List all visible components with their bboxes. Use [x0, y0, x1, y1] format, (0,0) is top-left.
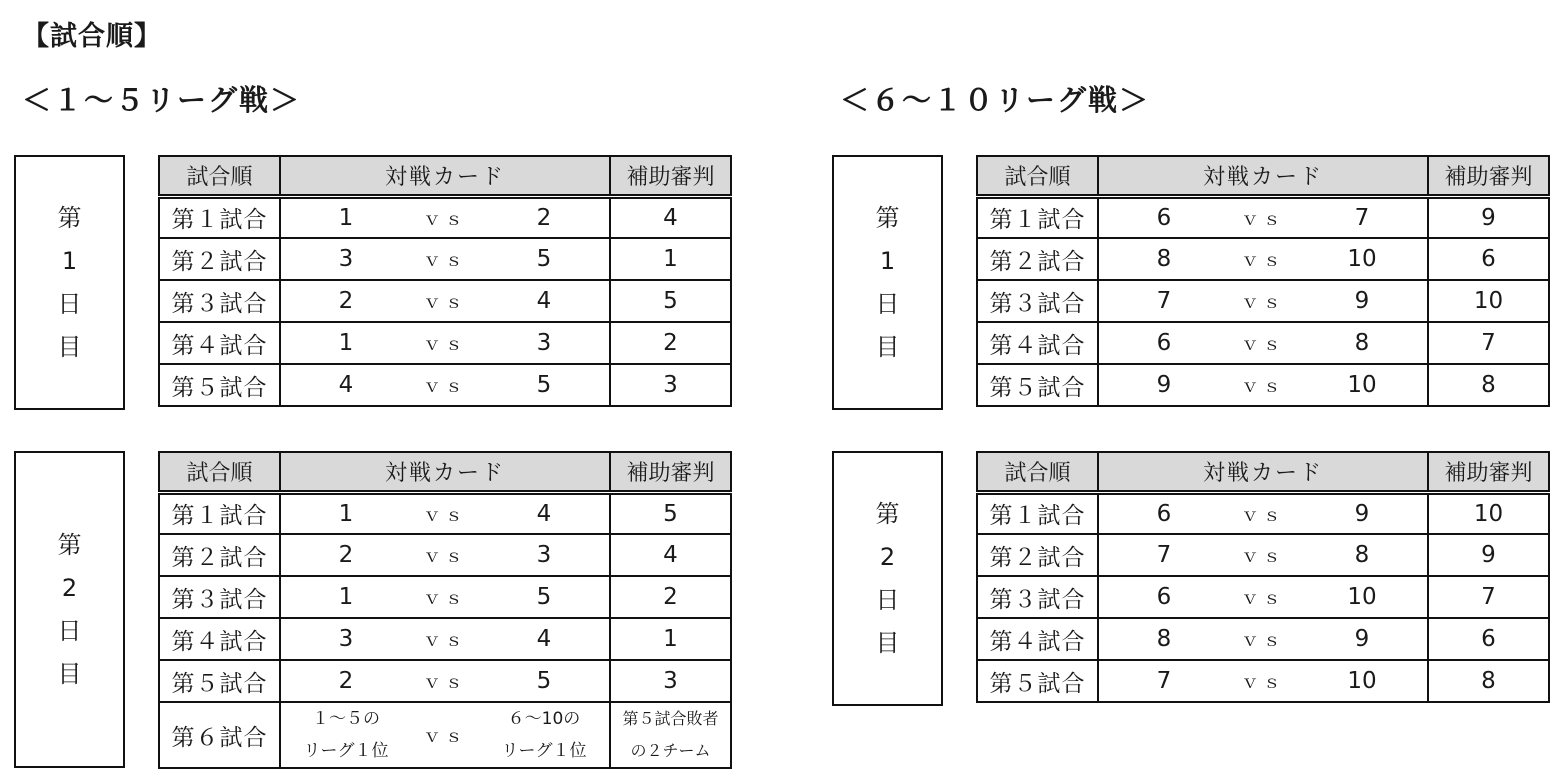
team-left: 1 — [338, 330, 354, 356]
vs-label: ｖｓ — [423, 726, 467, 747]
day-label-char: 目 — [875, 332, 900, 361]
header-card: 対戦カード — [280, 452, 610, 492]
match-card — [280, 702, 610, 768]
vs-label: ｖｓ — [423, 630, 467, 651]
team-right: 10 — [1347, 668, 1377, 694]
referee-cell: 10 — [1428, 492, 1549, 534]
team-right: 5 — [536, 372, 552, 398]
team-right: 10 — [1347, 246, 1377, 272]
table-row — [977, 280, 1549, 322]
vs-label: ｖｓ — [1241, 672, 1285, 693]
table-row — [977, 576, 1549, 618]
header-card: 対戦カード — [1098, 452, 1428, 492]
match-order: 第３試合 — [159, 576, 280, 618]
vs-label: ｖｓ — [423, 250, 467, 271]
match-order: 第５試合 — [159, 364, 280, 406]
team-left: 6 — [1156, 500, 1172, 527]
match-order: 第１試合 — [977, 492, 1098, 534]
team-right: 9 — [1354, 626, 1370, 652]
vs-label: ｖｓ — [423, 334, 467, 355]
table-row — [977, 238, 1549, 280]
team-left: 6 — [1156, 584, 1172, 610]
match-card — [280, 364, 610, 406]
vs-label: ｖｓ — [1241, 250, 1285, 271]
vs-label: ｖｓ — [423, 504, 467, 526]
team-right: 9 — [1354, 500, 1370, 527]
referee-cell: 6 — [1428, 238, 1549, 280]
table-row — [977, 196, 1549, 238]
day-label-box — [14, 155, 125, 410]
match-order: 第５試合 — [977, 364, 1098, 406]
referee-cell: 7 — [1428, 576, 1549, 618]
league-title-1-5: ＜１～５リーグ戦＞ — [22, 83, 302, 117]
day-label-char: 日 — [57, 289, 82, 318]
match-order: 第３試合 — [977, 280, 1098, 322]
team-left: 7 — [1156, 542, 1172, 568]
referee-cell: 6 — [1428, 618, 1549, 660]
day-label-char: 1 — [879, 246, 896, 275]
match-order: 第４試合 — [159, 322, 280, 364]
match-order: 第３試合 — [159, 280, 280, 322]
table-header-row — [977, 156, 1549, 196]
referee-cell: 9 — [1428, 534, 1549, 576]
match-order: 第４試合 — [977, 322, 1098, 364]
referee-line: の２チーム — [630, 741, 711, 760]
match-card — [1098, 534, 1428, 576]
team-right: 7 — [1354, 204, 1370, 231]
team-left: 6 — [1156, 330, 1172, 356]
vs-label: ｖｓ — [1241, 376, 1285, 397]
match-order: 第５試合 — [159, 660, 280, 702]
referee-cell: 3 — [610, 660, 731, 702]
day-label-box — [832, 155, 943, 410]
match-order: 第６試合 — [159, 702, 280, 768]
match-card — [1098, 196, 1428, 238]
vs-label: ｖｓ — [423, 546, 467, 567]
header-referee: 補助審判 — [1428, 156, 1549, 196]
referee-cell: 2 — [610, 322, 731, 364]
header-card: 対戦カード — [280, 156, 610, 196]
match-card — [1098, 618, 1428, 660]
team-right: 5 — [536, 668, 552, 694]
table-row — [159, 702, 731, 768]
day-label-char: 日 — [875, 585, 900, 614]
match-card — [280, 576, 610, 618]
team-line: ６～10の — [507, 709, 581, 729]
match-order: 第２試合 — [159, 238, 280, 280]
match-card — [1098, 322, 1428, 364]
team-line: リーグ１位 — [501, 741, 587, 761]
day-label-box — [14, 451, 125, 768]
header-referee: 補助審判 — [610, 156, 731, 196]
team-right: 10 — [1347, 372, 1377, 398]
day-label-char: 日 — [875, 289, 900, 318]
team-right: 2 — [536, 204, 552, 231]
vs-label: ｖｓ — [1241, 504, 1285, 526]
match-card — [1098, 492, 1428, 534]
team-line: １～５の — [312, 709, 380, 729]
team-right: 8 — [1354, 542, 1370, 568]
header-card: 対戦カード — [1098, 156, 1428, 196]
table-row — [159, 618, 731, 660]
header-referee: 補助審判 — [1428, 452, 1549, 492]
day-label-char: 日 — [57, 616, 82, 645]
table-row — [159, 534, 731, 576]
table-row — [977, 534, 1549, 576]
day-label-char: 1 — [61, 246, 78, 275]
match-card — [280, 238, 610, 280]
match-card — [1098, 660, 1428, 702]
referee-cell: 10 — [1428, 280, 1549, 322]
day-label-char: 目 — [57, 659, 82, 688]
match-card — [1098, 280, 1428, 322]
day-label-char: 2 — [879, 542, 896, 571]
vs-label: ｖｓ — [1241, 546, 1285, 567]
team-right — [479, 703, 609, 767]
match-card — [280, 322, 610, 364]
team-left: 2 — [338, 542, 354, 568]
referee-cell: 1 — [610, 618, 731, 660]
table-row — [159, 492, 731, 534]
match-order: 第１試合 — [159, 196, 280, 238]
referee-cell: 1 — [610, 238, 731, 280]
table-row — [159, 280, 731, 322]
team-right: 9 — [1354, 288, 1370, 314]
header-order: 試合順 — [977, 452, 1098, 492]
page-title: 【試合順】 — [22, 21, 162, 52]
team-left: 2 — [338, 288, 354, 314]
table-header-row — [977, 452, 1549, 492]
match-order: 第５試合 — [977, 660, 1098, 702]
header-order: 試合順 — [159, 452, 280, 492]
referee-cell: 8 — [1428, 660, 1549, 702]
table-row — [159, 238, 731, 280]
match-schedule-table — [976, 451, 1550, 703]
day-label-box — [832, 451, 943, 706]
team-left: 8 — [1156, 626, 1172, 652]
table-row — [159, 364, 731, 406]
vs-label: ｖｓ — [423, 672, 467, 693]
table-row — [977, 364, 1549, 406]
table-row — [159, 576, 731, 618]
day-label-char: 目 — [875, 628, 900, 657]
referee-cell: 7 — [1428, 322, 1549, 364]
vs-label: ｖｓ — [423, 208, 467, 230]
table-header-row — [159, 156, 731, 196]
team-left: 6 — [1156, 204, 1172, 231]
vs-label: ｖｓ — [1241, 588, 1285, 609]
team-right: 8 — [1354, 330, 1370, 356]
league-title-6-10: ＜６～１０リーグ戦＞ — [840, 83, 1151, 117]
vs-label: ｖｓ — [1241, 208, 1285, 230]
team-left: 3 — [338, 626, 354, 652]
day-label-char: 2 — [61, 573, 78, 602]
team-right: 3 — [536, 542, 552, 568]
team-right: 4 — [536, 500, 552, 527]
referee-cell: 5 — [610, 280, 731, 322]
match-order: 第３試合 — [977, 576, 1098, 618]
team-right: 5 — [536, 246, 552, 272]
referee-cell: 3 — [610, 364, 731, 406]
team-left: 1 — [338, 500, 354, 527]
table-row — [977, 660, 1549, 702]
match-card — [1098, 238, 1428, 280]
vs-label: ｖｓ — [423, 292, 467, 313]
match-card — [280, 534, 610, 576]
table-row — [977, 322, 1549, 364]
referee-cell: 8 — [1428, 364, 1549, 406]
match-order: 第２試合 — [977, 238, 1098, 280]
match-card — [280, 660, 610, 702]
day-label-char: 第 — [57, 530, 82, 559]
referee-cell — [610, 702, 731, 768]
match-order: 第４試合 — [977, 618, 1098, 660]
team-right: 4 — [536, 288, 552, 314]
team-left: 1 — [338, 584, 354, 610]
table-row — [977, 492, 1549, 534]
table-row — [977, 618, 1549, 660]
match-schedule-table — [158, 451, 732, 769]
team-left: 8 — [1156, 246, 1172, 272]
team-left: 1 — [338, 204, 354, 231]
referee-cell: 9 — [1428, 196, 1549, 238]
match-card — [1098, 576, 1428, 618]
match-card — [1098, 364, 1428, 406]
table-row — [159, 660, 731, 702]
vs-label: ｖｓ — [423, 588, 467, 609]
match-order: 第１試合 — [159, 492, 280, 534]
referee-cell: 4 — [610, 196, 731, 238]
team-left: 3 — [338, 246, 354, 272]
day-label-char: 第 — [57, 203, 82, 232]
team-left: 7 — [1156, 668, 1172, 694]
match-order: 第１試合 — [977, 196, 1098, 238]
referee-line: 第５試合敗者 — [622, 709, 719, 728]
match-order: 第２試合 — [159, 534, 280, 576]
table-row — [159, 196, 731, 238]
team-left: 9 — [1156, 372, 1172, 398]
day-label-char: 目 — [57, 332, 82, 361]
header-referee: 補助審判 — [610, 452, 731, 492]
match-card — [280, 618, 610, 660]
team-right: 3 — [536, 330, 552, 356]
match-card — [280, 196, 610, 238]
match-schedule-table — [158, 155, 732, 407]
team-left: 7 — [1156, 288, 1172, 314]
table-row — [159, 322, 731, 364]
team-line: リーグ１位 — [303, 741, 389, 761]
match-order: 第２試合 — [977, 534, 1098, 576]
team-left: 4 — [338, 372, 354, 398]
match-schedule-table — [976, 155, 1550, 407]
team-right: 4 — [536, 626, 552, 652]
referee-cell: 2 — [610, 576, 731, 618]
team-right: 5 — [536, 584, 552, 610]
match-order: 第４試合 — [159, 618, 280, 660]
team-right: 10 — [1347, 584, 1377, 610]
day-label-char: 第 — [875, 499, 900, 528]
header-order: 試合順 — [159, 156, 280, 196]
referee-cell: 4 — [610, 534, 731, 576]
team-left: 2 — [338, 668, 354, 694]
team-left — [281, 703, 411, 767]
day-label-char: 第 — [875, 203, 900, 232]
match-card — [280, 492, 610, 534]
vs-label: ｖｓ — [1241, 630, 1285, 651]
table-header-row — [159, 452, 731, 492]
match-card — [280, 280, 610, 322]
vs-label: ｖｓ — [423, 376, 467, 397]
vs-label: ｖｓ — [1241, 334, 1285, 355]
vs-label: ｖｓ — [1241, 292, 1285, 313]
referee-cell: 5 — [610, 492, 731, 534]
header-order: 試合順 — [977, 156, 1098, 196]
